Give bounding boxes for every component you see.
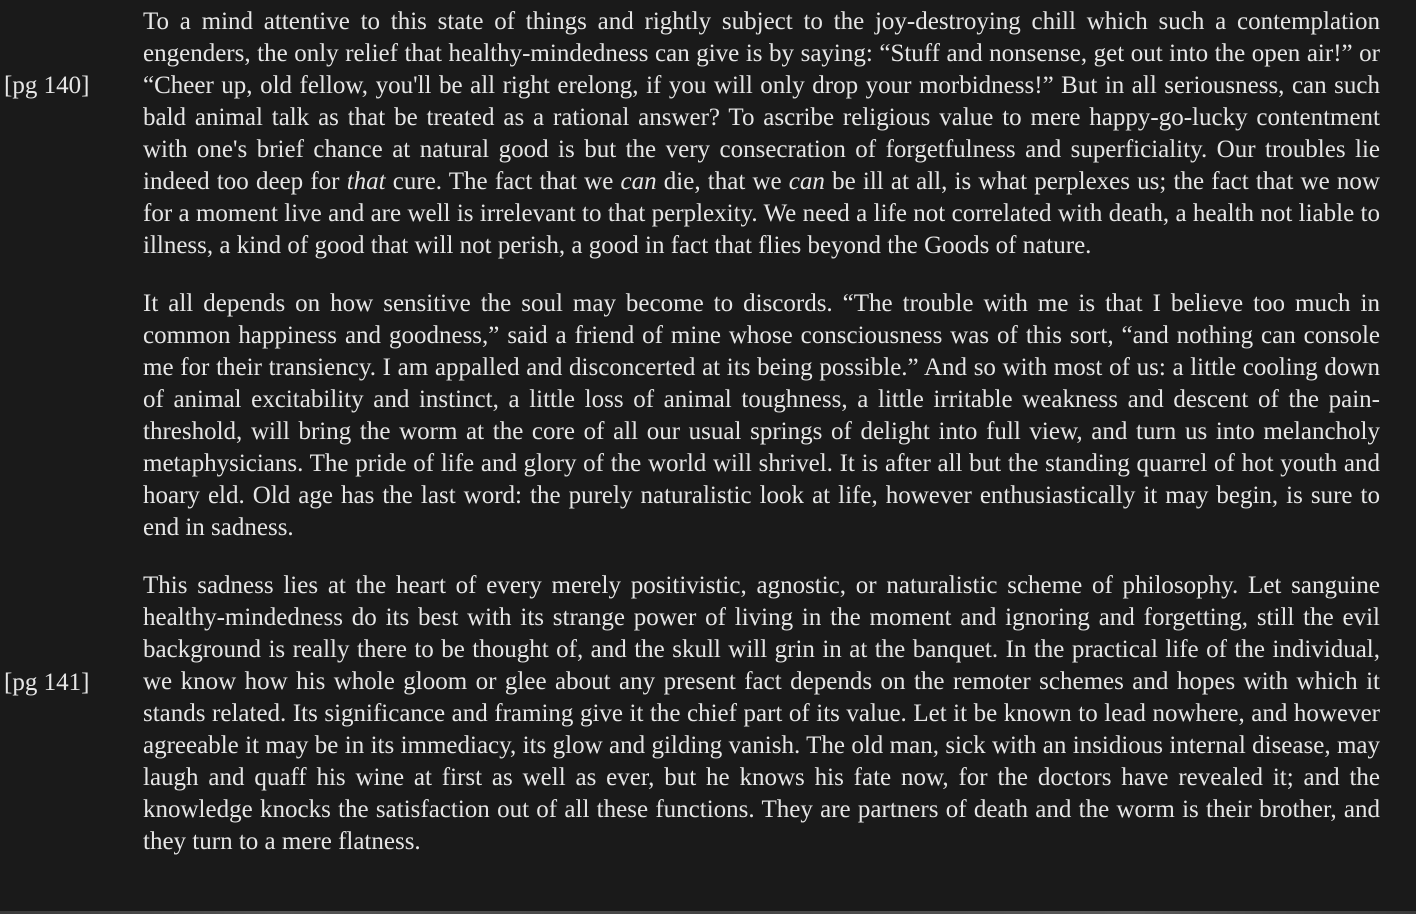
paragraph-1-text-c: die, that we [656,168,789,195]
paragraph-1-text-d: be ill at all, is what perplexes us; the fact that we now for a moment live and are well is irrelevant to that perplexity. We need a life not correlated with death, a health not liable to illness, a kind of good that will not perish, a good in fact that flies beyond the Goods of nature. [143,168,1380,259]
page-number-141: [pg 141] [4,669,90,696]
paragraph-1-text-a: To a mind attentive to this state of things and rightly subject to the joy-destroying chill which such a contemplation engenders, the only relief that healthy-mindedness can give is by saying: “Stuff and nonsense, get out into the open air!” or “Cheer up, old fellow, you'll be all right erelong, if you will only drop your morbidness!” But in all seriousness, can such bald animal talk as that be treated as a rational answer? To ascribe religious value to mere happy-go-lucky contentment with one's brief chance at natural good is but the very consecration of forgetfulness and superficiality. Our troubles lie indeed too deep for [143,8,1380,195]
text-column [143,6,1380,858]
emphasis-can-2: can [788,168,825,195]
emphasis-can-1: can [620,168,657,195]
paragraph-2: It all depends on how sensitive the soul may become to discords. “The trouble with me is that I believe too much in common happiness and goodness,” said a friend of mine whose consciousness was of this sort, “and nothing can console me for their transiency. I am appalled and disconcerted at its being possible.” And so with most of us: a little cooling down of animal excitability and instinct, a little loss of animal toughness, a little irritable weakness and descent of the pain-threshold, will bring the worm at the core of all our usual springs of delight into full view, and turn us into melancholy metaphysicians. The pride of life and glory of the world will shrivel. It is after all but the standing quarrel of hot youth and hoary eld. Old age has the last word: the purely naturalistic look at life, however enthusiastically it may begin, is sure to end in sadness. [143,290,1380,541]
page-number-140: [pg 140] [4,72,90,99]
paragraph-3: This sadness lies at the heart of every merely positivistic, agnostic, or naturalistic scheme of philosophy. Let sanguine healthy-mindedness do its best with its strange power of living in the moment and ignoring and forgetting, still the evil background is really there to be thought of, and the skull will grin in at the banquet. In the practical life of the individual, we know how his whole gloom or glee about any present fact depends on the remoter schemes and hopes with which it stands related. Its significance and framing give it the chief part of its value. Let it be known to lead nowhere, and however agreeable it may be in its immediacy, its glow and gilding vanish. The old man, sick with an insidious internal disease, may laugh and quaff his wine at first as well as ever, but he knows his fate now, for the doctors have revealed it; and the knowledge knocks the satisfaction out of all these functions. They are partners of death and the worm is their brother, and they turn to a mere flatness. [143,572,1380,855]
paragraph-1 [143,6,1380,262]
paragraph-1-text-b: cure. The fact that we [385,168,621,195]
emphasis-that: that [346,168,386,195]
